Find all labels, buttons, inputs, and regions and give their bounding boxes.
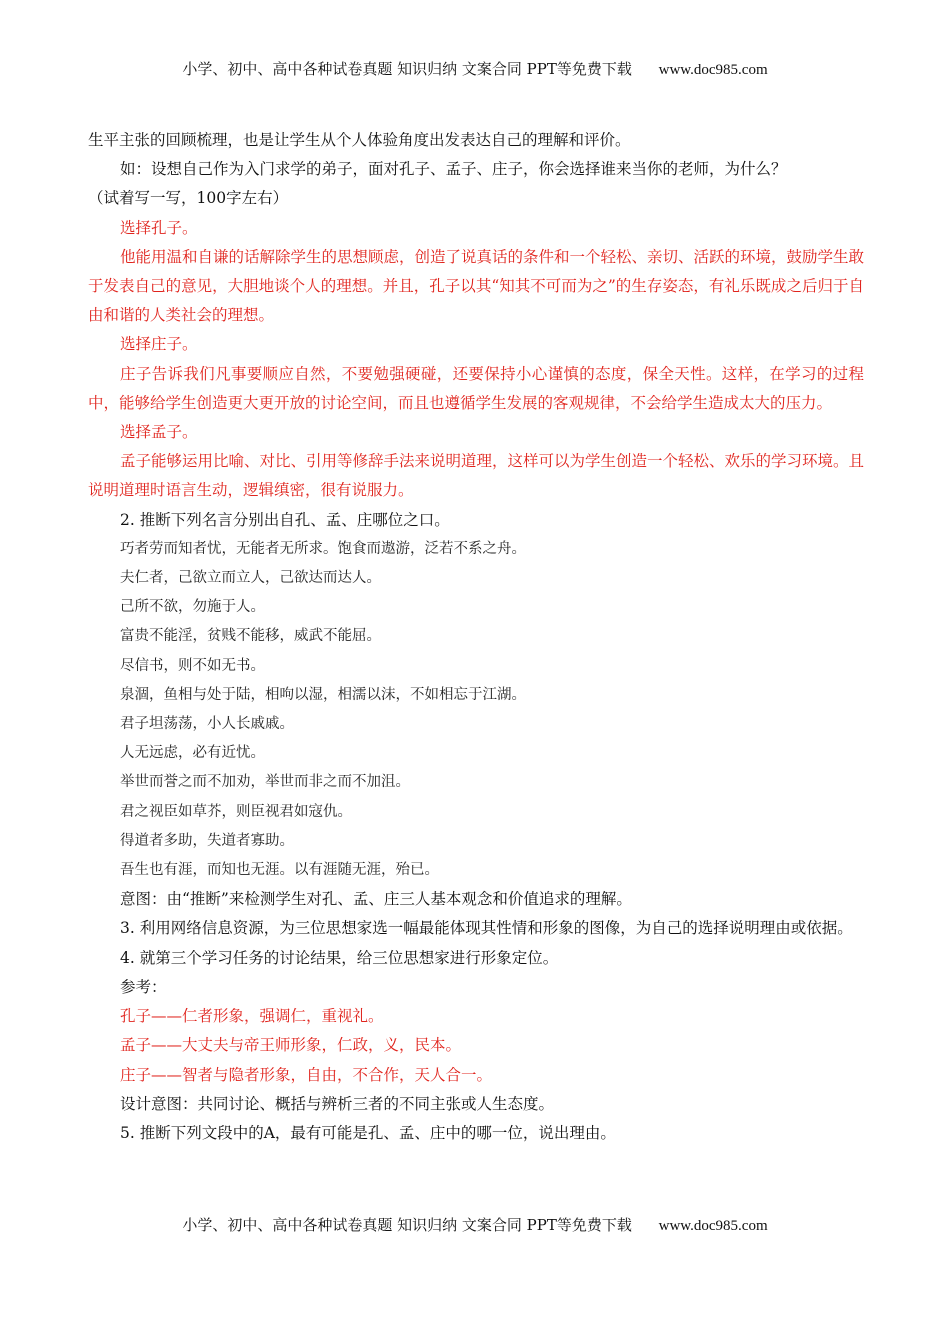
answer-text-mengzi: 孟子能够运用比喻、对比、引用等修辞手法来说明道理，这样可以为学生创造一个轻松、欢乐的学习环境。且说明道理时语言生动，逻辑缜密，很有说服力。 — [88, 452, 865, 500]
reference-label: 参考： — [120, 977, 167, 996]
answer-text-zhuangzi: 庄子告诉我们凡事要顺应自然，不要勉强硬碰，还要保持小心谨慎的态度，保全天性。这样，在学习的过程中，能够给学生创造更大更开放的讨论空间，而且也遵循学生发展的客观规律，不会给学生造成太大的压力。 — [88, 364, 864, 412]
quote-item: 己所不欲，勿施于人。 — [120, 599, 265, 616]
page-footer — [0, 1214, 950, 1235]
header-url[interactable]: www.doc985.com — [658, 62, 768, 78]
answer-choice-mengzi: 选择孟子。 — [120, 423, 198, 442]
footer-text: 小学、初中、高中各种试卷真题 知识归纳 文案合同 PPT等免费下载 — [182, 1216, 632, 1234]
task-2-intent: 意图：由“推断”来检测学生对孔、孟、庄三人基本观念和价值追求的理解。 — [120, 890, 632, 909]
page-header — [0, 58, 950, 79]
task-3-heading: 3. 利用网络信息资源，为三位思想家选一幅最能体现其性情和形象的图像，为自己的选择说明理由或依据。 — [120, 919, 853, 938]
reference-mengzi: 孟子——大丈夫与帝王师形象，仁政，义，民本。 — [120, 1036, 462, 1055]
reference-zhuangzi: 庄子——智者与隐者形象，自由，不合作，天人合一。 — [120, 1065, 493, 1084]
quote-item: 富贵不能淫，贫贱不能移，威武不能屈。 — [120, 628, 381, 645]
quote-item: 举世而誉之而不加劝，举世而非之而不加沮。 — [120, 774, 410, 791]
quote-item: 夫仁者，己欲立而立人，己欲达而达人。 — [120, 570, 381, 587]
answer-choice-zhuangzi: 选择庄子。 — [120, 335, 198, 354]
task-2-heading: 2. 推断下列名言分别出自孔、孟、庄哪位之口。 — [120, 510, 450, 529]
quote-item: 泉涸，鱼相与处于陆，相呴以湿，相濡以沫，不如相忘于江湖。 — [120, 686, 526, 703]
answer-text-kongzi: 他能用温和自谦的话解除学生的思想顾虑，创造了说真话的条件和一个轻松、亲切、活跃的环境，鼓励学生敢于发表自己的意见，大胆地谈个人的理想。并且，孔子以其“知其不可而为之”的生存姿态，有礼乐既成之后归于自由和谐的人类社会的理想。 — [88, 247, 865, 325]
reference-kongzi: 孔子——仁者形象，强调仁，重视礼。 — [120, 1007, 384, 1026]
paragraph-intro: 生平主张的回顾梳理，也是让学生从个人体验角度出发表达自己的理解和评价。 — [88, 131, 631, 149]
example-note: （试着写一写，100字左右） — [88, 189, 289, 208]
example-question: 如：设想自己作为入门求学的弟子，面对孔子、孟子、庄子，你会选择谁来当你的老师，为什么？ — [120, 160, 787, 179]
answer-choice-kongzi: 选择孔子。 — [120, 218, 198, 237]
quote-item: 巧者劳而知者忧，无能者无所求。饱食而遨游，泛若不系之舟。 — [120, 540, 526, 557]
quote-item: 尽信书，则不如无书。 — [120, 657, 265, 674]
task-4-heading: 4. 就第三个学习任务的讨论结果，给三位思想家进行形象定位。 — [120, 948, 559, 967]
quote-item: 君子坦荡荡，小人长戚戚。 — [120, 716, 294, 733]
quote-item: 得道者多助，失道者寡助。 — [120, 832, 294, 849]
quote-item: 君之视臣如草芥，则臣视君如寇仇。 — [120, 803, 352, 820]
document-body — [88, 126, 864, 1148]
quote-item: 人无远虑，必有近忧。 — [120, 745, 265, 762]
header-text: 小学、初中、高中各种试卷真题 知识归纳 文案合同 PPT等免费下载 — [182, 60, 632, 78]
footer-url[interactable]: www.doc985.com — [658, 1218, 768, 1234]
task-5-heading: 5. 推断下列文段中的A，最有可能是孔、孟、庄中的哪一位，说出理由。 — [120, 1123, 616, 1142]
quote-item: 吾生也有涯，而知也无涯。以有涯随无涯，殆已。 — [120, 862, 439, 879]
task-4-intent: 设计意图：共同讨论、概括与辨析三者的不同主张或人生态度。 — [120, 1094, 555, 1113]
